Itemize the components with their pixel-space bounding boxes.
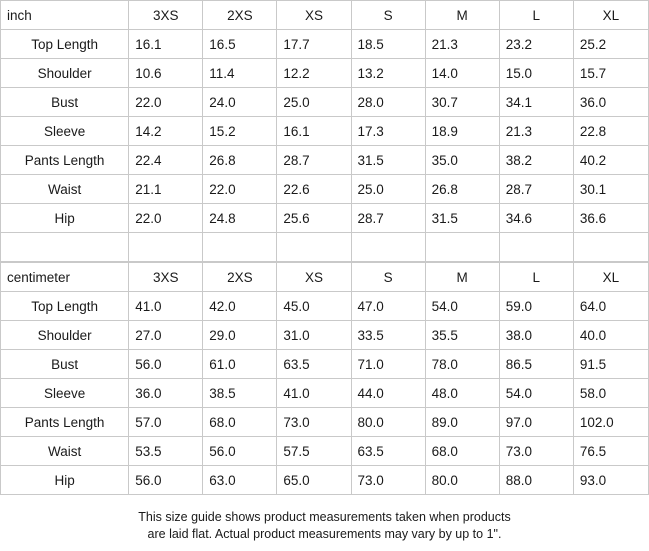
table-cell: 25.0 [351, 175, 425, 204]
table-cell: 97.0 [499, 408, 573, 437]
table-cell: 38.5 [203, 379, 277, 408]
size-table-centimeter [0, 262, 649, 495]
table-cell: 65.0 [277, 466, 351, 495]
table-row [1, 437, 649, 466]
table-row [1, 88, 649, 117]
table-cell: 41.0 [129, 292, 203, 321]
table-cell: 38.0 [499, 321, 573, 350]
row-label: Pants Length [1, 146, 129, 175]
table-row [1, 117, 649, 146]
table-cell: 21.1 [129, 175, 203, 204]
table-cell: 56.0 [129, 350, 203, 379]
table-row [1, 466, 649, 495]
table-cell: 16.5 [203, 30, 277, 59]
table-cell: 15.2 [203, 117, 277, 146]
table-cell: 57.5 [277, 437, 351, 466]
table-cell: 36.6 [573, 204, 648, 233]
table-cell: 22.8 [573, 117, 648, 146]
table-cell: 16.1 [277, 117, 351, 146]
unit-label-centimeter: centimeter [1, 263, 129, 292]
table-cell: 29.0 [203, 321, 277, 350]
table-cell: 11.4 [203, 59, 277, 88]
table-cell: 16.1 [129, 30, 203, 59]
table-spacer-row [1, 233, 649, 262]
table-header-row [1, 1, 649, 30]
row-label: Sleeve [1, 117, 129, 146]
row-label: Waist [1, 175, 129, 204]
table-cell: 21.3 [425, 30, 499, 59]
column-header: XL [573, 263, 648, 292]
table-cell: 12.2 [277, 59, 351, 88]
table-cell: 22.0 [203, 175, 277, 204]
table-row [1, 321, 649, 350]
table-row [1, 175, 649, 204]
row-label: Top Length [1, 292, 129, 321]
table-cell: 71.0 [351, 350, 425, 379]
note-line-2: are laid flat. Actual product measurements may vary by up to 1". [147, 527, 502, 541]
table-cell: 63.0 [203, 466, 277, 495]
table-cell: 30.7 [425, 88, 499, 117]
spacer-cell [129, 233, 203, 262]
table-cell: 68.0 [203, 408, 277, 437]
table-cell: 80.0 [351, 408, 425, 437]
table-row [1, 30, 649, 59]
table-cell: 63.5 [277, 350, 351, 379]
table-cell: 73.0 [499, 437, 573, 466]
note-line-1: This size guide shows product measurements taken when products [138, 510, 511, 524]
table-cell: 45.0 [277, 292, 351, 321]
table-cell: 17.7 [277, 30, 351, 59]
row-label: Bust [1, 350, 129, 379]
table-row [1, 292, 649, 321]
column-header: 3XS [129, 1, 203, 30]
table-cell: 31.5 [425, 204, 499, 233]
row-label: Pants Length [1, 408, 129, 437]
row-label: Top Length [1, 30, 129, 59]
table-cell: 42.0 [203, 292, 277, 321]
column-header: XS [277, 1, 351, 30]
row-label: Waist [1, 437, 129, 466]
table-cell: 36.0 [129, 379, 203, 408]
table-cell: 47.0 [351, 292, 425, 321]
table-cell: 40.2 [573, 146, 648, 175]
table-cell: 73.0 [351, 466, 425, 495]
column-header: S [351, 263, 425, 292]
table-cell: 48.0 [425, 379, 499, 408]
table-cell: 56.0 [129, 466, 203, 495]
table-cell: 44.0 [351, 379, 425, 408]
table-cell: 31.5 [351, 146, 425, 175]
row-label: Bust [1, 88, 129, 117]
table-cell: 33.5 [351, 321, 425, 350]
table-cell: 31.0 [277, 321, 351, 350]
spacer-cell [203, 233, 277, 262]
table-cell: 27.0 [129, 321, 203, 350]
table-cell: 64.0 [573, 292, 648, 321]
table-cell: 15.0 [499, 59, 573, 88]
table-cell: 10.6 [129, 59, 203, 88]
table-cell: 17.3 [351, 117, 425, 146]
table-cell: 14.0 [425, 59, 499, 88]
table-cell: 24.0 [203, 88, 277, 117]
spacer-cell [351, 233, 425, 262]
table-cell: 91.5 [573, 350, 648, 379]
table-cell: 28.7 [499, 175, 573, 204]
table-cell: 25.0 [277, 88, 351, 117]
table-cell: 15.7 [573, 59, 648, 88]
column-header: XL [573, 1, 648, 30]
table-cell: 54.0 [425, 292, 499, 321]
table-cell: 36.0 [573, 88, 648, 117]
table-cell: 13.2 [351, 59, 425, 88]
table-cell: 63.5 [351, 437, 425, 466]
spacer-cell [1, 233, 129, 262]
table-cell: 61.0 [203, 350, 277, 379]
table-cell: 56.0 [203, 437, 277, 466]
unit-label-inch: inch [1, 1, 129, 30]
column-header: M [425, 1, 499, 30]
column-header: 2XS [203, 1, 277, 30]
spacer-cell [573, 233, 648, 262]
table-cell: 26.8 [203, 146, 277, 175]
table-cell: 14.2 [129, 117, 203, 146]
column-header: M [425, 263, 499, 292]
table-cell: 102.0 [573, 408, 648, 437]
table-cell: 68.0 [425, 437, 499, 466]
table-cell: 35.5 [425, 321, 499, 350]
size-table-inch [0, 0, 649, 262]
column-header: L [499, 263, 573, 292]
table-cell: 25.6 [277, 204, 351, 233]
table-cell: 30.1 [573, 175, 648, 204]
table-cell: 18.9 [425, 117, 499, 146]
table-cell: 22.4 [129, 146, 203, 175]
table-cell: 28.7 [277, 146, 351, 175]
table-cell: 80.0 [425, 466, 499, 495]
column-header: 2XS [203, 263, 277, 292]
column-header: 3XS [129, 263, 203, 292]
table-cell: 22.6 [277, 175, 351, 204]
table-cell: 93.0 [573, 466, 648, 495]
row-label: Shoulder [1, 321, 129, 350]
spacer-cell [277, 233, 351, 262]
table-cell: 35.0 [425, 146, 499, 175]
table-cell: 88.0 [499, 466, 573, 495]
column-header: L [499, 1, 573, 30]
table-cell: 58.0 [573, 379, 648, 408]
size-guide-note [0, 495, 649, 543]
row-label: Hip [1, 204, 129, 233]
table-cell: 34.1 [499, 88, 573, 117]
table-row [1, 204, 649, 233]
table-row [1, 408, 649, 437]
table-cell: 76.5 [573, 437, 648, 466]
row-label: Shoulder [1, 59, 129, 88]
table-cell: 21.3 [499, 117, 573, 146]
table-cell: 22.0 [129, 88, 203, 117]
table-cell: 54.0 [499, 379, 573, 408]
table-cell: 41.0 [277, 379, 351, 408]
row-label: Hip [1, 466, 129, 495]
table-cell: 34.6 [499, 204, 573, 233]
table-cell: 28.7 [351, 204, 425, 233]
table-cell: 23.2 [499, 30, 573, 59]
table-cell: 53.5 [129, 437, 203, 466]
table-cell: 24.8 [203, 204, 277, 233]
table-row [1, 350, 649, 379]
table-header-row [1, 263, 649, 292]
table-cell: 38.2 [499, 146, 573, 175]
table-cell: 26.8 [425, 175, 499, 204]
table-cell: 86.5 [499, 350, 573, 379]
row-label: Sleeve [1, 379, 129, 408]
table-cell: 57.0 [129, 408, 203, 437]
table-cell: 89.0 [425, 408, 499, 437]
table-cell: 18.5 [351, 30, 425, 59]
table-row [1, 379, 649, 408]
spacer-cell [425, 233, 499, 262]
table-row [1, 146, 649, 175]
table-cell: 25.2 [573, 30, 648, 59]
table-cell: 78.0 [425, 350, 499, 379]
table-cell: 22.0 [129, 204, 203, 233]
spacer-cell [499, 233, 573, 262]
table-cell: 73.0 [277, 408, 351, 437]
column-header: S [351, 1, 425, 30]
table-row [1, 59, 649, 88]
table-cell: 28.0 [351, 88, 425, 117]
column-header: XS [277, 263, 351, 292]
table-cell: 40.0 [573, 321, 648, 350]
table-cell: 59.0 [499, 292, 573, 321]
